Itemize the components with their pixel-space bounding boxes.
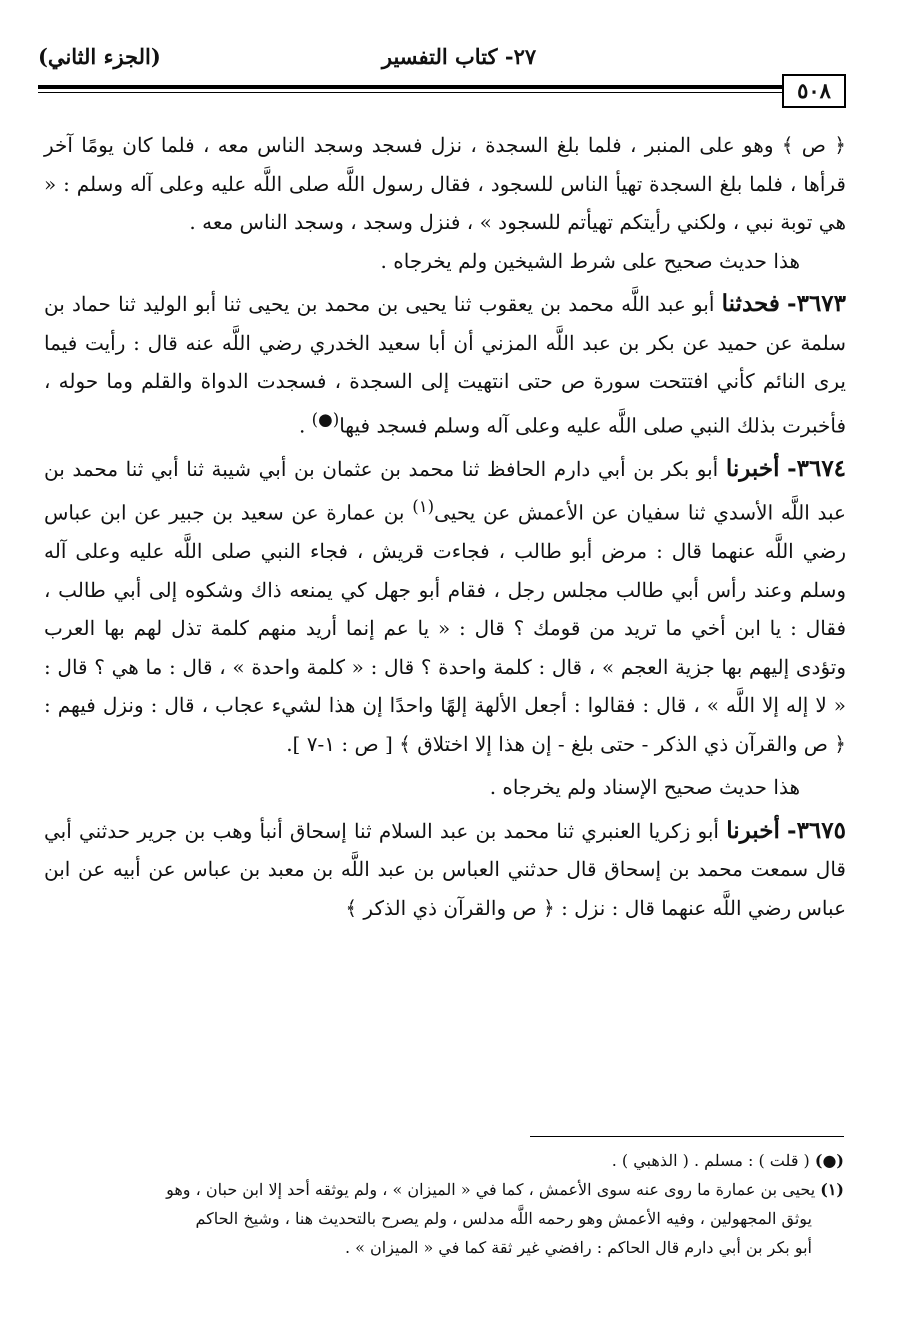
section-title: ٢٧- كتاب التفسير xyxy=(381,44,537,69)
header-rule-thin xyxy=(38,92,818,93)
footnote-marker: (●) xyxy=(814,1151,844,1170)
paragraph-continuation: ﴿ ص ﴾ وهو على المنبر ، فلما بلغ السجدة ، نزل فسجد وسجد الناس معه ، فلما كان يومًا آخر قرأها ، فلما بلغ السجدة تهيأ الناس للسجود ، فقال رسول اللَّه صلى اللَّه عليه وعلى آله وسلم : « هي توبة نبي ، ولكني رأيتكم تهيأتم للسجود » ، فنزل وسجد ، وسجد الناس معه . xyxy=(44,133,846,234)
footnote-mark: (١) xyxy=(412,497,435,517)
hadith-end: . xyxy=(298,413,312,438)
hadith-text: أبو عبد اللَّه محمد بن يعقوب ثنا يحيى بن محمد بن يحيى ثنا أبو الوليد ثنا حماد بن سلمة عن حميد عن بكر بن عبد اللَّه المزني أن أبا سعيد الخدري رضي اللَّه عنه قال : رأيت فيما يرى النائم كأني افتتحت سورة ص حتى انتهيت إلى السجدة ، فسجدت الدواة والقلم وما حوله ، فأخبرت بذلك النبي صلى اللَّه عليه وعلى آله وسلم فسجد فيها xyxy=(44,292,846,438)
footnote-rule xyxy=(530,1136,844,1137)
hadith-3674 xyxy=(44,450,846,764)
hadith-3673 xyxy=(44,285,846,445)
footnote-2-line-2: يوثق المجهولين ، وفيه الأعمش وهو رحمه اللَّه مدلس ، ولم يصرح بالتحديث هنا ، وشيخ الحاكم xyxy=(195,1209,812,1228)
footnote-marker: (١) xyxy=(820,1180,844,1199)
hadith-number: ٣٦٧٤- xyxy=(787,454,847,482)
footnote-mark: (●) xyxy=(311,409,340,429)
hadith-lead: فحدثنا xyxy=(721,290,780,317)
hadith-3675 xyxy=(44,812,846,928)
main-text xyxy=(44,126,846,927)
hadith-text: أبو زكريا العنبري ثنا محمد بن عبد السلام ثنا إسحاق أنبأ وهب بن جرير حدثني أبي قال سمعت محمد بن إسحاق قال حدثني العباس بن عبد اللَّه بن معبد بن عباس عن أبيه عن ابن عباس رضي اللَّه عنهما قال : نزل : ﴿ ص والقرآن ذي الذكر ﴾ xyxy=(44,818,846,920)
page-number: ٥٠٨ xyxy=(782,74,846,108)
footnote-text: يحيى بن عمارة ما روى عنه سوى الأعمش ، كما في « الميزان » ، ولم يوثقه أحد إلا ابن حبان ، وهو xyxy=(166,1180,816,1199)
footnote-2 xyxy=(44,1175,844,1204)
header-rule-thick xyxy=(38,85,818,89)
hadith-grade: هذا حديث صحيح الإسناد ولم يخرجاه . xyxy=(489,775,800,800)
footnote-2-line-3: أبو بكر بن أبي دارم قال الحاكم : رافضي غير ثقة كما في « الميزان » . xyxy=(344,1238,812,1257)
footnote-1 xyxy=(44,1146,844,1175)
hadith-grade: هذا حديث صحيح على شرط الشيخين ولم يخرجاه . xyxy=(380,248,800,273)
hadith-number: ٣٦٧٣- xyxy=(787,290,847,317)
hadith-text-cont: بن عمارة عن سعيد بن جبير عن ابن عباس رضي اللَّه عنهما قال : مرض أبو طالب ، فجاءت قريش ، فجاء النبي صلى اللَّه عليه وعلى آله وسلم وعند رأس أبي طالب مجلس رجل ، فقام أبو جهل كي يمنعه ذاك وشكوه إلى أبي طالب ، فقال : يا ابن أخي ما تريد من قومك ؟ قال : « يا عم إنما أريد منهم كلمة تذل لهم بها العرب وتؤدى إليهم بها جزية العجم » ، قال : كلمة واحدة ؟ قال : « كلمة واحدة » ، قال : ما هي ؟ قال : « لا إله إلا اللَّه » ، قال : فقالوا : أجعل الألهة إلهًا واحدًا إن هذا لشيء عجاب ، قال : ونزل فيهم : ﴿ ص والقرآن ذي الذكر - حتى بلغ - إن هذا إلا اختلاق ﴾ [ ص : ١-٧ ]. xyxy=(44,500,846,756)
hadith-lead: أخبرنا xyxy=(726,816,780,844)
hadith-text: أبو بكر بن أبي دارم الحافظ ثنا محمد بن عثمان بن أبي شيبة ثنا أبي ثنا محمد بن عبد اللَّه الأسدي ثنا سفيان عن الأعمش عن يحيى xyxy=(44,456,846,525)
hadith-number: ٣٦٧٥- xyxy=(787,816,846,844)
footnotes xyxy=(44,1146,844,1262)
footnote-text: ( قلت ) : مسلم . ( الذهبي ) . xyxy=(611,1151,810,1170)
volume-label: (الجزء الثاني) xyxy=(38,44,161,69)
hadith-lead: أخبرنا xyxy=(725,454,780,482)
running-header xyxy=(38,44,880,78)
